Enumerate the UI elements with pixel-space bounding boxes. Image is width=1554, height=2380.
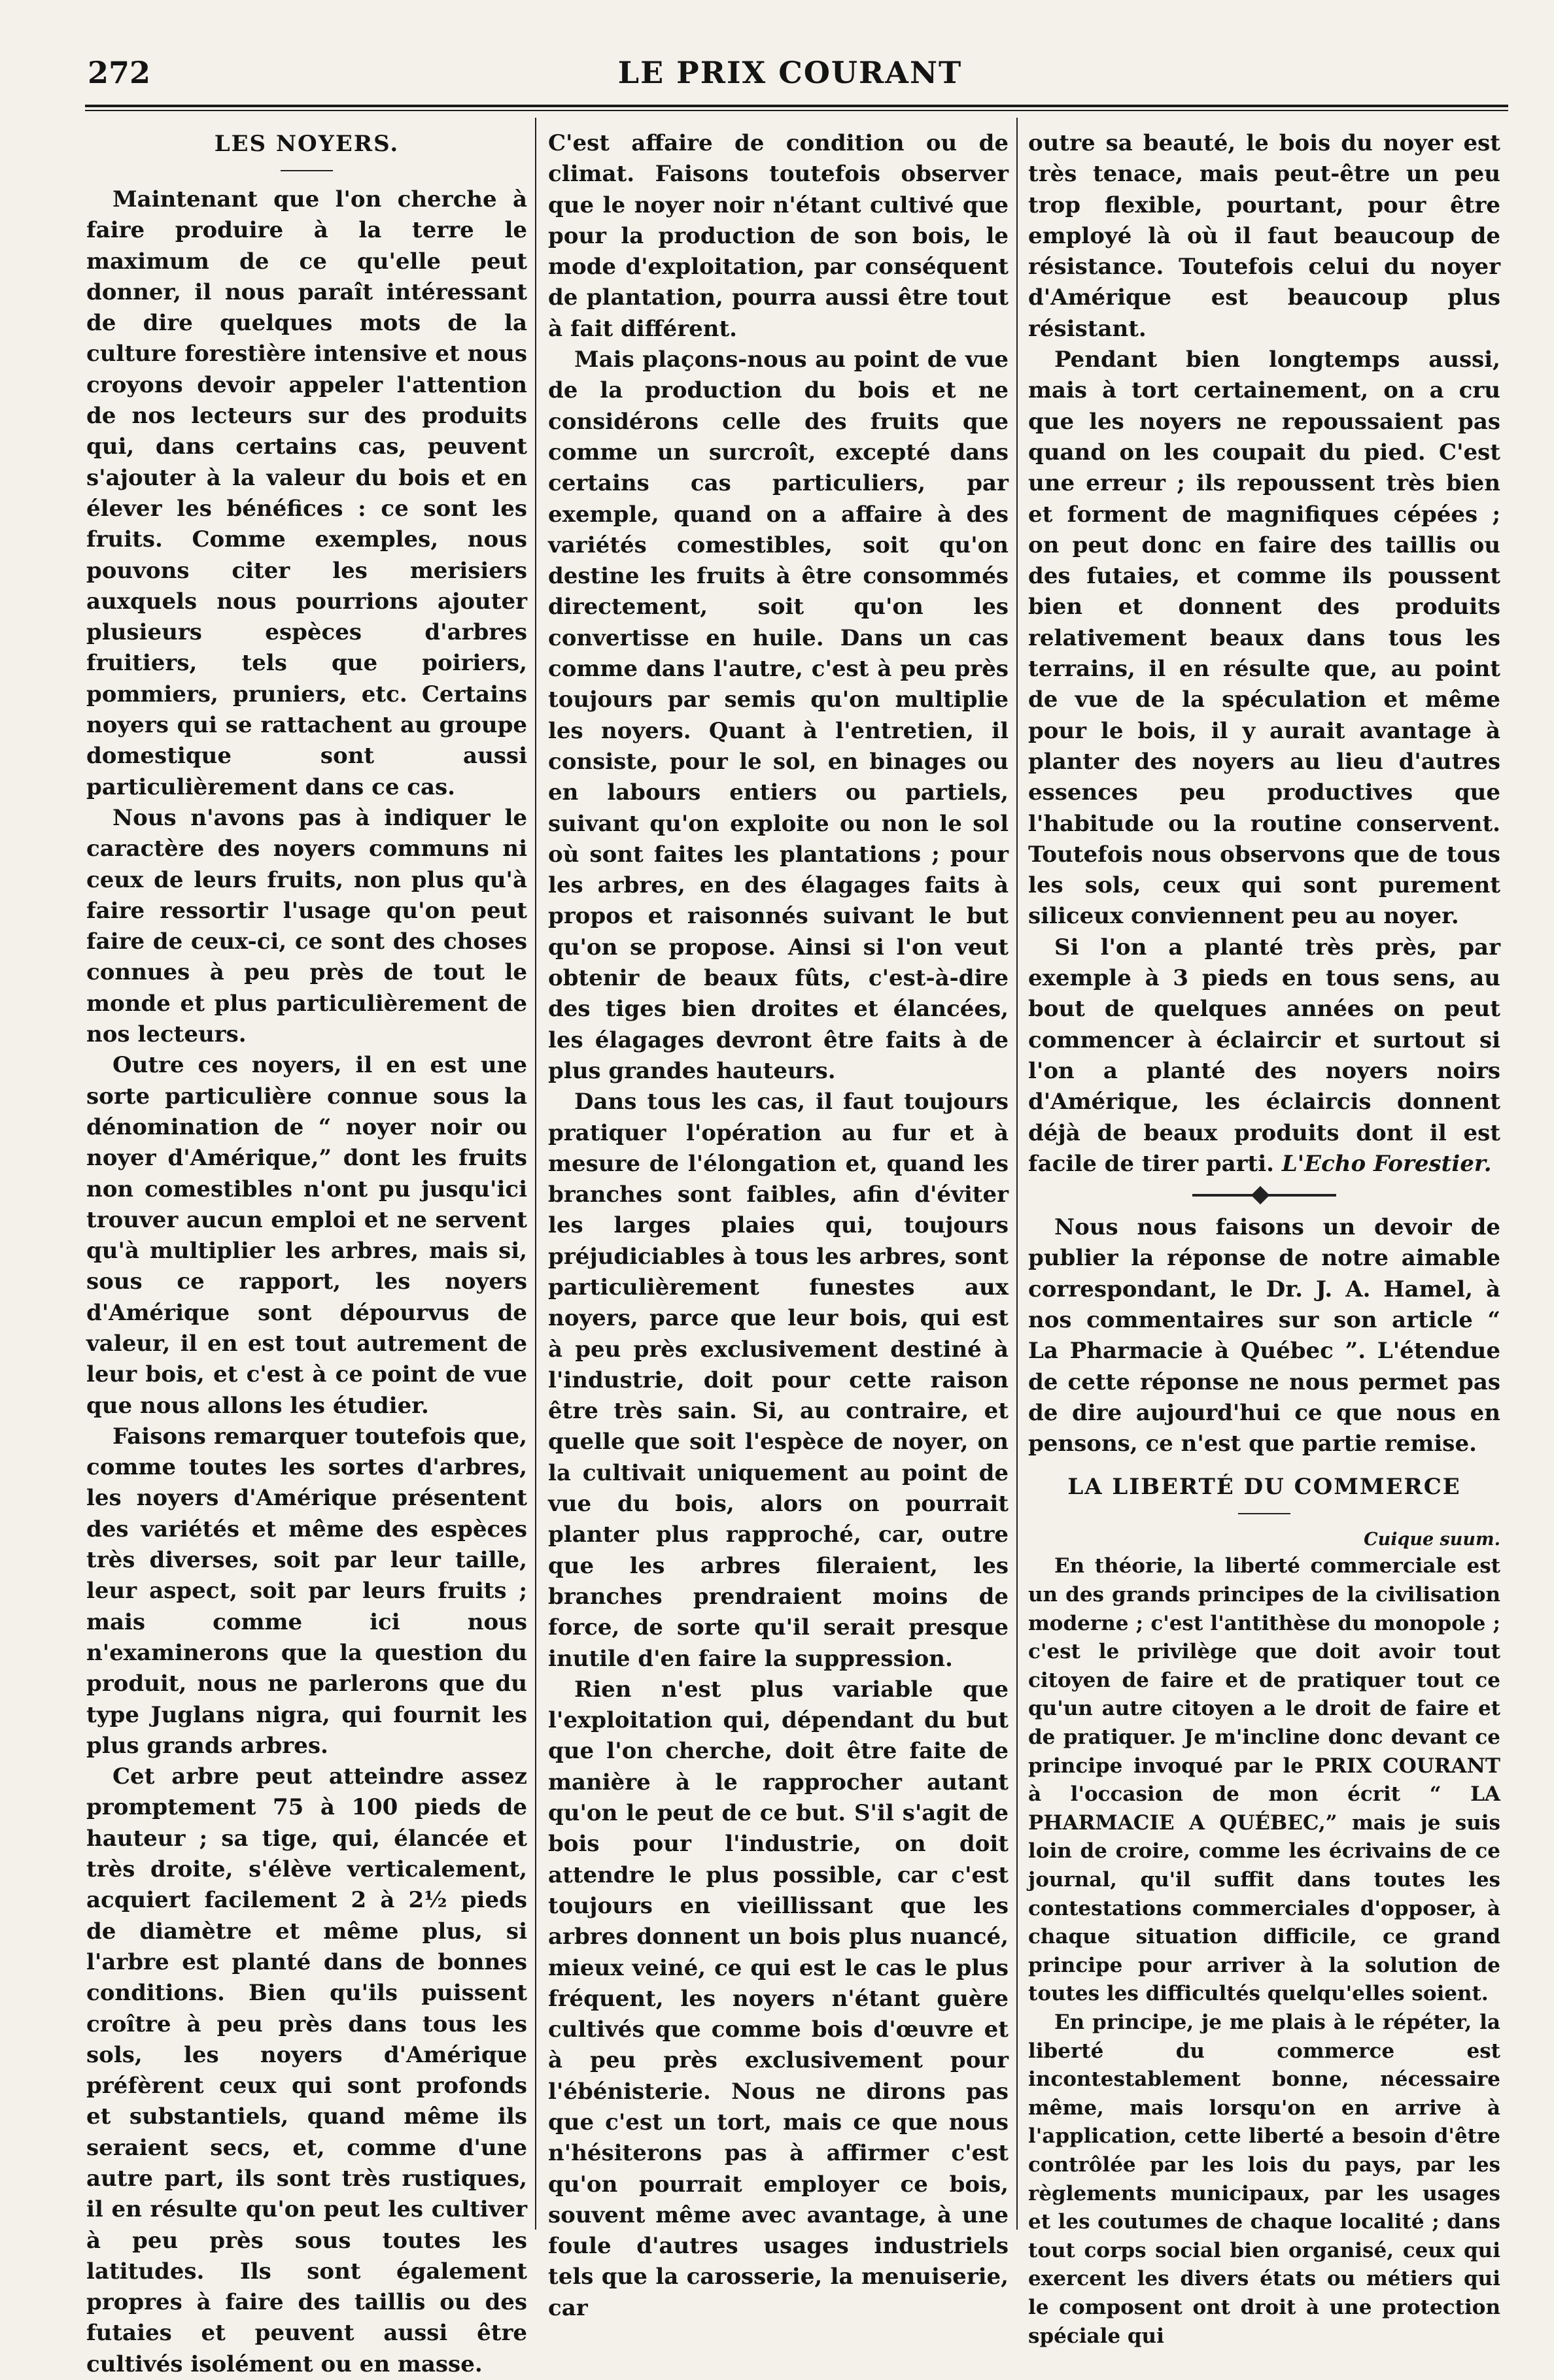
paragraph: Cet arbre peut atteindre assez promptement 75 à 100 pieds de hauteur ; sa tige, qui, élancée et très droite, s'élève verticalement, acquiert facilement 2 à 2½ pieds de diamètre et même plus, si l'arbre est planté dans de bonnes conditions. Bien qu'ils puissent croître à peu près dans tous les sols, les noyers d'Amérique préfèrent ceux qui sont profonds et substantiels, quand même ils seraient secs, et, comme d'une autre part, ils sont très rustiques, il en résulte qu'on peut les cultiver à peu près sous toutes les latitudes. Ils sont également propres à faire des taillis ou des futaies et peuvent aussi être cultivés isolément ou en masse. xyxy=(86,1763,527,2377)
paragraph: En principe, je me plais à le répéter, la liberté du commerce est incontestablement bonne, nécessaire même, mais lorsqu'on en arrive à l'application, cette liberté a besoin d'être contrôlée par les lois du pays, par les règlements municipaux, par les usages et les coutumes de chaque localité ; dans tout corps social bien organisé, ceux qui exercent les divers états ou métiers qui le composent ont droit à une protection spéciale qui xyxy=(1028,2010,1500,2348)
paragraph xyxy=(1028,932,1500,1180)
paragraph: Pendant bien longtemps aussi, mais à tort certainement, on a cru que les noyers ne repoussaient pas quand on les coupait du pied. C'est une erreur ; ils repoussent très bien et forment de magnifiques cépées ; on peut donc en faire des taillis ou des futaies, et comme ils poussent bien et donnent des produits relativement beaux dans tous les terrains, il en résulte que, au point de vue de la spéculation et même pour le bois, il y aurait avantage à planter des noyers au lieu d'autres essences peu productives que l'habitude ou la routine conservent. Toutefois nous observons que de tous les sols, ceux qui sont purement siliceux conviennent peu au noyer. xyxy=(1028,347,1500,930)
header-rule xyxy=(85,105,1508,107)
column-2 xyxy=(548,128,1009,2321)
column-divider xyxy=(535,118,536,2230)
paragraph: Maintenant que l'on cherche à faire produire à la terre le maximum de ce qu'elle peut donner, il nous paraît intéressant de dire quelques mots de la culture forestière intensive et nous croyons devoir appeler l'attention de nos lecteurs sur des produits qui, dans certains cas, peuvent s'ajouter à la valeur du bois et en élever les bénéfices : ce sont les fruits. Comme exemples, nous pouvons citer les merisiers auxquels nous pourrions ajouter plusieurs espèces d'arbres fruitiers, tels que poiriers, pommiers, pruniers, etc. Certains noyers qui se rattachent au groupe domestique sont aussi particulièrement dans ce cas. xyxy=(86,186,527,800)
paragraph: C'est affaire de condition ou de climat. Faisons toutefois observer que le noyer noir n'étant cultivé que pour la production de son bois, le mode d'exploitation, par conséquent de plantation, pourra aussi être tout à fait différent. xyxy=(548,130,1009,342)
title-separator xyxy=(1238,1513,1290,1514)
ornamental-divider xyxy=(1192,1194,1336,1197)
article-motto: Cuique suum. xyxy=(1364,1529,1500,1550)
paragraph-text: Si l'on a planté très près, par exemple à 3 pieds en tous sens, au bout de quelques années on peut commencer à éclaircir et surtout si l'on a planté des noyers noirs d'Amérique, les éclaircis donnent déjà de beaux produits dont il est facile de tirer parti. xyxy=(1028,934,1500,1177)
paragraph: outre sa beauté, le bois du noyer est très tenace, mais peut-être un peu trop flexible, pourtant, pour être employé là où il faut beaucoup de résistance. Toutefois celui du noyer d'Amérique est beaucoup plus résistant. xyxy=(1028,130,1500,342)
paragraph: En théorie, la liberté commerciale est un des grands principes de la civilisation moderne ; c'est l'antithèse du monopole ; c'est le privilège que doit avoir tout citoyen de faire et de pratiquer tout ce qu'un autre citoyen a le droit de faire et de pratiquer. Je m'incline donc devant ce principe invoqué par le PRIX COURANT à l'occasion de mon écrit “ LA PHARMACIE A QUÉBEC,” mais je suis loin de croire, comme les écrivains de ce journal, qu'il suffit dans toutes les contestations commerciales d'opposer, à chaque situation difficile, ce grand principe pour arriver à la solution de toutes les difficultés quelqu'elles soient. xyxy=(1028,1554,1500,2006)
title-separator xyxy=(281,170,333,171)
journal-title: LE PRIX COURANT xyxy=(617,55,963,90)
article-title: LES NOYERS. xyxy=(214,131,400,157)
column-1 xyxy=(86,128,527,2377)
paragraph: Outre ces noyers, il en est une sorte particulière connue sous la dénomination de “ noyer noir ou noyer d'Amérique,” dont les fruits non comestibles n'ont pu jusqu'ici trouver aucun emploi et ne servent qu'à multiplier les arbres, mais si, sous ce rapport, les noyers d'Amérique sont dépourvus de valeur, il en est tout autrement de leur bois, et c'est à ce point de vue que nous allons les étudier. xyxy=(86,1052,527,1419)
page-number: 272 xyxy=(88,55,151,90)
paragraph: Rien n'est plus variable que l'exploitation qui, dépendant du but que l'on cherche, doit être faite de manière à le rapprocher autant qu'on le peut de ce but. S'il s'agit de bois pour l'industrie, on doit attendre le plus possible, car c'est toujours en vieillissant que les arbres donnent un bois plus nuancé, mieux veiné, ce qui est le cas le plus fréquent, les noyers n'étant guère cultivés que comme bois d'œuvre et à peu près exclusivement pour l'ébénisterie. Nous ne dirons pas que c'est un tort, mais ce que nous n'hésiterons pas à affirmer c'est qu'on pourrait employer ce bois, souvent même avec avantage, à une foule d'autres usages industriels tels que la carosserie, la menuiserie, car xyxy=(548,1676,1009,2321)
paragraph: Nous n'avons pas à indiquer le caractère des noyers communs ni ceux de leurs fruits, non plus qu'à faire ressortir l'usage qu'on peut faire de ceux-ci, ce sont des choses connues à peu près de tout le monde et plus particulièrement de nos lecteurs. xyxy=(86,804,527,1048)
paragraph: Nous nous faisons un devoir de publier la réponse de notre aimable correspondant, le Dr. J. A. Hamel, à nos commentaires sur son article “ La Pharmacie à Québec ”. L'étendue de cette réponse ne nous permet pas de dire aujourd'hui ce que nous en pensons, ce n'est que partie remise. xyxy=(1028,1214,1500,1457)
article-title: LA LIBERTÉ DU COMMERCE xyxy=(1067,1474,1461,1501)
source-signature: L'Echo Forestier. xyxy=(1281,1150,1492,1177)
paragraph: Mais plaçons-nous au point de vue de la production du bois et ne considérons celle des fruits que comme un surcroît, excepté dans certains cas particuliers, par exemple, quand on a affaire à des variétés comestibles, soit qu'on destine les fruits à être consommés directement, soit qu'on les convertisse en huile. Dans un cas comme dans l'autre, c'est à peu près toujours par semis qu'on multiplie les noyers. Quant à l'entretien, il consiste, pour le sol, en binages ou en labours entiers ou partiels, suivant qu'on exploite ou non le sol où sont faites les plantations ; pour les arbres, en des élagages faits à propos et raisonnés suivant le but qu'on se propose. Ainsi si l'on veut obtenir de beaux fûts, c'est-à-dire des tiges bien droites et élancées, les élagages devront être faits à de plus grandes hauteurs. xyxy=(548,347,1009,1084)
column-divider xyxy=(1016,118,1018,2230)
paragraph: Dans tous les cas, il faut toujours pratiquer l'opération au fur et à mesure de l'élongation et, quand les branches sont faibles, afin d'éviter les larges plaies qui, toujours préjudiciables à tous les arbres, sont particulièrement funestes aux noyers, parce que leur bois, qui est à peu près exclusivement destiné à l'industrie, doit pour cette raison être très sain. Si, au contraire, et quelle que soit l'espèce de noyer, on la cultivait uniquement au point de vue du bois, alors on pourrait planter plus rapproché, car, outre que les arbres fileraient, les branches prendraient moins de force, de sorte qu'il serait presque inutile d'en faire la suppression. xyxy=(548,1089,1009,1672)
column-3 xyxy=(1028,128,1500,2348)
paragraph: Faisons remarquer toutefois que, comme toutes les sortes d'arbres, les noyers d'Amérique présentent des variétés et même des espèces très diverses, soit par leur taille, leur aspect, soit par leurs fruits ; mais comme ici nous n'examinerons que la question du produit, nous ne parlerons que du type Juglans nigra, qui fournit les plus grands arbres. xyxy=(86,1423,527,1759)
header-rule-thin xyxy=(85,110,1508,111)
page-header xyxy=(65,55,1515,102)
